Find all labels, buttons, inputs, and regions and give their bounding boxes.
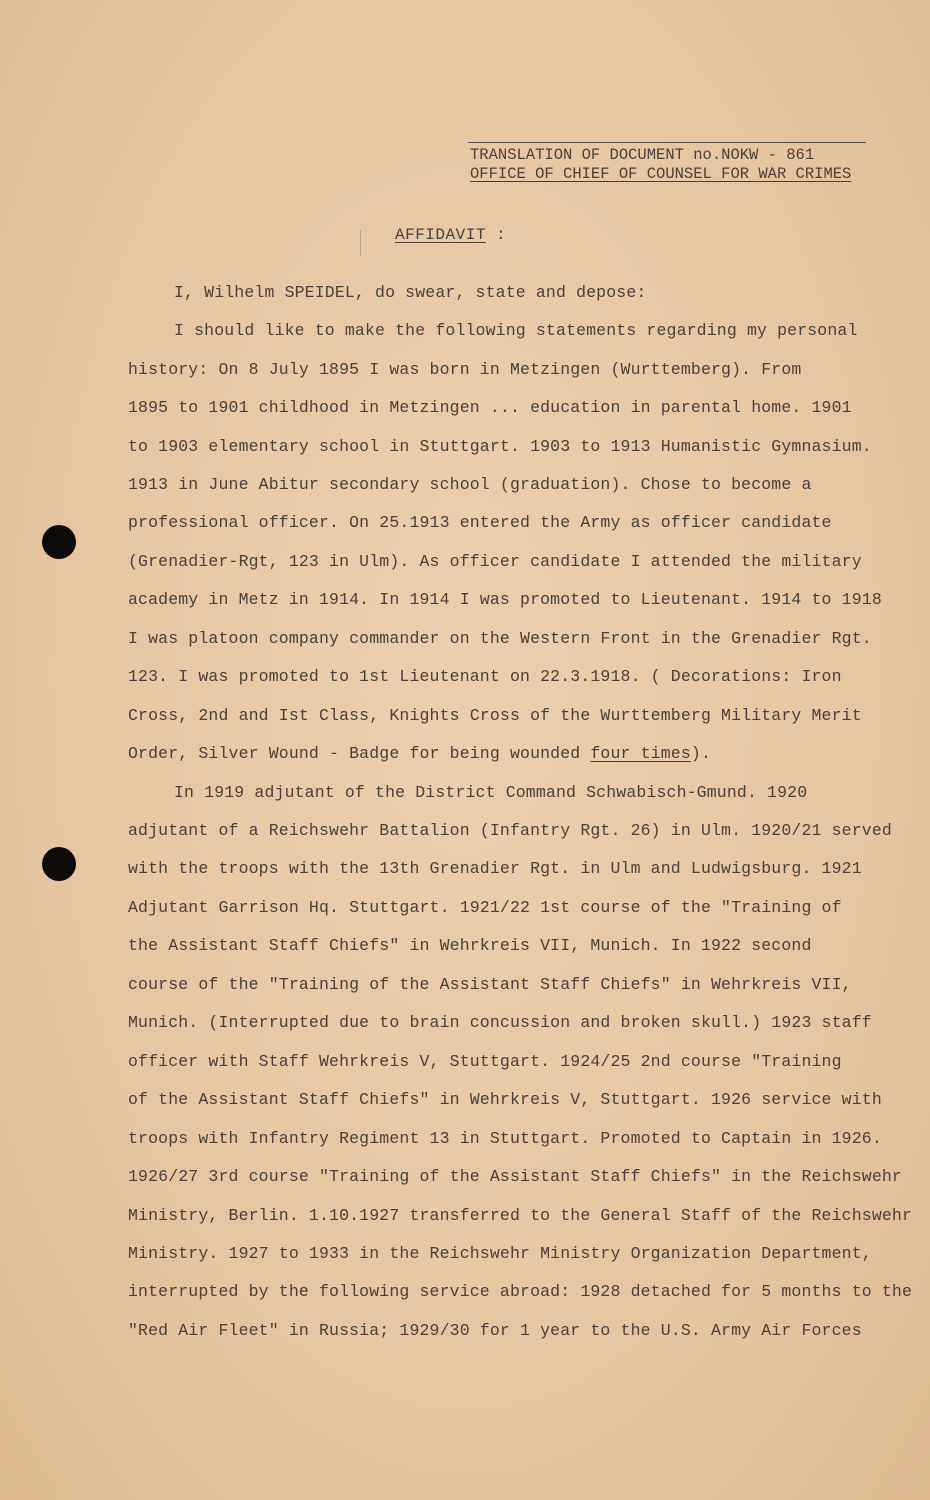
text-line: troops with Infantry Regiment 13 in Stuttgart. Promoted to Captain in 1926.: [128, 1129, 882, 1148]
text-line: professional officer. On 25.1913 entered the Army as officer candidate: [128, 513, 832, 532]
punch-hole-top: [42, 525, 76, 559]
text-line: course of the "Training of the Assistant Staff Chiefs" in Wehrkreis VII,: [128, 975, 852, 994]
header-line-office: OFFICE OF CHIEF OF COUNSEL FOR WAR CRIMES: [470, 165, 852, 183]
text-line: In 1919 adjutant of the District Command Schwabisch-Gmund. 1920: [174, 783, 808, 802]
text-line: I should like to make the following statements regarding my personal: [174, 321, 858, 340]
text-line: history: On 8 July 1895 I was born in Metzingen (Wurttemberg). From: [128, 360, 802, 379]
text-line: interrupted by the following service abroad: 1928 detached for 5 months to the: [128, 1282, 913, 1301]
text-line: Cross, 2nd and Ist Class, Knights Cross of the Wurttemberg Military Merit: [128, 706, 862, 725]
text-line: Ministry. 1927 to 1933 in the Reichswehr Ministry Organization Department,: [128, 1244, 872, 1263]
punch-hole-bottom: [42, 847, 76, 881]
text-line: 1926/27 3rd course "Training of the Assistant Staff Chiefs" in the Reichswehr: [128, 1167, 902, 1186]
text-line: with the troops with the 13th Grenadier Rgt. in Ulm and Ludwigsburg. 1921: [128, 859, 862, 878]
text-line: "Red Air Fleet" in Russia; 1929/30 for 1 year to the U.S. Army Air Forces: [128, 1321, 862, 1340]
text-line: the Assistant Staff Chiefs" in Wehrkreis VII, Munich. In 1922 second: [128, 936, 812, 955]
text-line: Adjutant Garrison Hq. Stuttgart. 1921/22 1st course of the "Training of: [128, 898, 842, 917]
text-line: Ministry, Berlin. 1.10.1927 transferred to the General Staff of the Reichswehr: [128, 1206, 913, 1225]
header-rule-top: [468, 142, 866, 143]
text-line-decorations-end: [128, 742, 888, 766]
text-line: officer with Staff Wehrkreis V, Stuttgart. 1924/25 2nd course "Training: [128, 1052, 842, 1071]
title-text: AFFIDAVIT: [395, 226, 486, 244]
header-line-translation: TRANSLATION OF DOCUMENT no.NOKW - 861: [470, 146, 815, 164]
text-line: 1913 in June Abitur secondary school (graduation). Chose to become a: [128, 475, 812, 494]
text-line: I, Wilhelm SPEIDEL, do swear, state and depose:: [174, 283, 647, 302]
text-line: 123. I was promoted to 1st Lieutenant on 22.3.1918. ( Decorations: Iron: [128, 667, 842, 686]
text-line: 1895 to 1901 childhood in Metzingen ... education in parental home. 1901: [128, 398, 852, 417]
text-line: Munich. (Interrupted due to brain concussion and broken skull.) 1923 staff: [128, 1013, 872, 1032]
document-header: [470, 146, 851, 184]
text-line: academy in Metz in 1914. In 1914 I was promoted to Lieutenant. 1914 to 1918: [128, 590, 882, 609]
title-suffix: :: [485, 226, 507, 244]
text-segment: Order, Silver Wound - Badge for being wounded: [128, 744, 591, 763]
text-line: of the Assistant Staff Chiefs" in Wehrkreis V, Stuttgart. 1926 service with: [128, 1090, 882, 1109]
page-title: [395, 226, 506, 244]
text-line: adjutant of a Reichswehr Battalion (Infantry Rgt. 26) in Ulm. 1920/21 served: [128, 821, 892, 840]
text-line: to 1903 elementary school in Stuttgart. 1903 to 1913 Humanistic Gymnasium.: [128, 437, 872, 456]
underlined-phrase: four times: [590, 744, 691, 763]
margin-mark: [360, 230, 361, 256]
text-segment-end: ).: [690, 744, 712, 763]
text-line: (Grenadier-Rgt, 123 in Ulm). As officer candidate I attended the military: [128, 552, 862, 571]
text-line: I was platoon company commander on the Western Front in the Grenadier Rgt.: [128, 629, 872, 648]
